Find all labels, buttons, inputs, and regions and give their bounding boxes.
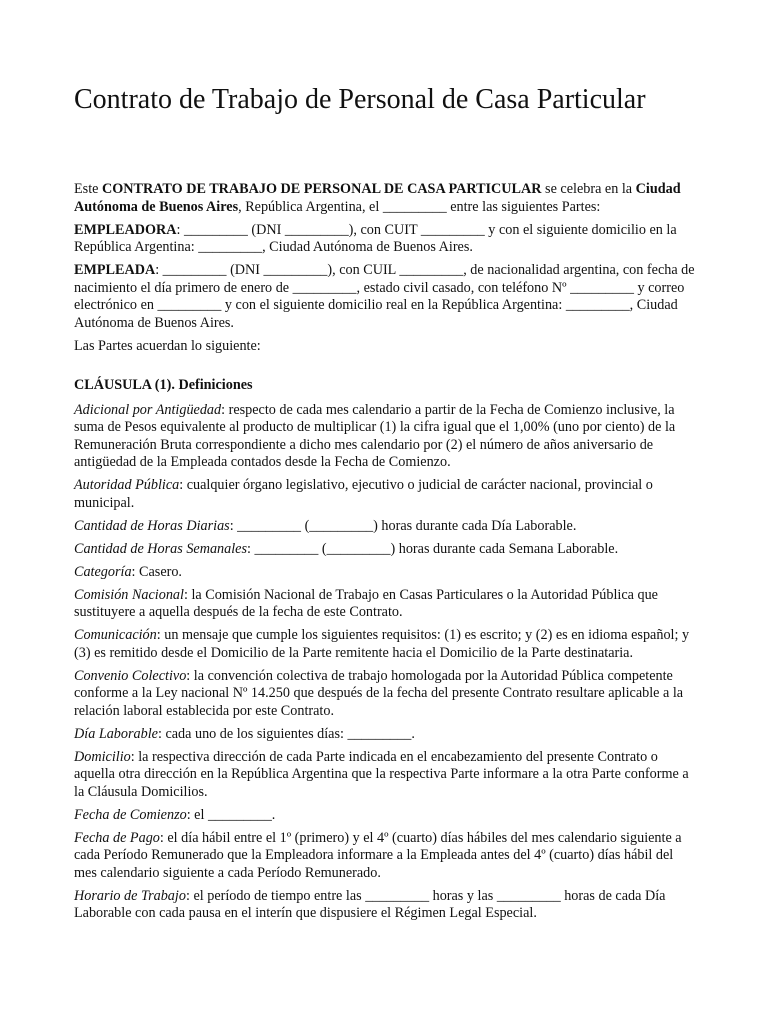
definition-item [74,564,696,582]
definition-term: Comunicación [74,627,157,643]
definition-item [74,749,696,802]
definition-term: Adicional por Antigüedad [74,401,222,418]
definition-term: Fecha de Pago [74,829,160,846]
definition-text: : _________ (_________) horas durante cada Semana Laborable. [247,540,619,557]
definition-term: Domicilio [74,748,131,765]
definition-item [74,807,696,825]
definition-text: : la respectiva dirección de cada Parte indicada en el encabezamiento del presente Contrato o aquella otra dirección en la República Argentina que la respectiva Parte informare a la otra Parte conforme a la Cláusula Domicilios. [74,748,689,800]
definition-item [74,518,696,536]
definition-item [74,888,696,923]
definition-item [74,668,696,721]
definition-text: : respecto de cada mes calendario a partir de la Fecha de Comienzo inclusive, la suma de Pesos equivalente al producto de multiplicar (1) la cifra igual que el 1,00% (uno por ciento) de la Remuneración Bruta correspondiente a dicho mes calendario por (2) el número de años aniversario de antigüedad de la Empleada contados desde la Fecha de Comienzo. [74,401,676,470]
definitions-list [74,402,696,923]
empleada-label: EMPLEADA [74,262,156,278]
intro-text-2: se celebra en la [541,181,636,197]
definition-item [74,726,696,744]
definition-term: Cantidad de Horas Diarias [74,517,230,534]
definition-term: Convenio Colectivo [74,667,187,684]
contract-name: CONTRATO DE TRABAJO DE PERSONAL DE CASA PARTICULAR [101,181,542,197]
definition-text: : el período de tiempo entre las _________ horas y las _________ horas de cada Día Laborable con cada pausa en el interín que dispusiere el Régimen Legal Especial. [74,887,666,921]
definition-item [74,830,696,883]
definition-item [74,402,696,472]
definition-text: : cada uno de los siguientes días: _________. [157,725,415,742]
definition-term: Comisión Nacional [74,586,184,603]
definition-item [74,541,696,559]
agreement-paragraph: Las Partes acuerdan lo siguiente: [74,337,261,354]
definition-text: : el _________. [186,806,276,823]
definition-text: : cualquier órgano legislativo, ejecutivo o judicial de carácter nacional, provincial o municipal. [74,477,653,511]
definition-text: : el día hábil entre el 1º (primero) y el 4º (cuarto) días hábiles del mes calendario siguiente a cada Período Remunerado que la Empleadora informare a la Empleada antes del 4º (cuarto) días hábil del mes calendario siguiente a cada Período Remunerado. [74,829,682,881]
definition-item [74,477,696,512]
definition-text: : la Comisión Nacional de Trabajo en Casas Particulares o la Autoridad Pública que sustituyere a aquella después de la fecha de este Contrato. [74,586,658,620]
document-body [74,181,696,928]
empleadora-label: EMPLEADORA [74,221,177,238]
definition-term: Fecha de Comienzo [74,806,187,823]
definition-term: Horario de Trabajo [74,887,186,904]
definition-item [74,627,696,662]
document-title: Contrato de Trabajo de Personal de Casa Particular [74,84,646,115]
definition-text: : la convención colectiva de trabajo homologada por la Autoridad Pública competente conforme a la Ley nacional Nº 14.250 que después de la fecha del presente Contrato resultare aplicable a la relación laboral establecida por este Contrato. [74,667,684,719]
empleadora-paragraph [74,222,696,257]
definition-text: : un mensaje que cumple los siguientes requisitos: (1) es escrito; y (2) es en idioma español; y (3) es remitido desde el Domicilio de la Parte remitente hacia el Domicilio de la Parte destinataria. [74,627,690,661]
empleada-paragraph [74,262,696,332]
definition-text: : _________ (_________) horas durante cada Día Laborable. [229,517,577,534]
definition-term: Autoridad Pública [74,477,180,493]
definition-item [74,587,696,622]
empleada-text: : _________ (DNI _________), con CUIL _________, de nacionalidad argentina, con fecha de nacimiento el día primero de enero de _________, estado civil casado, con teléfono Nº _________ y correo electrónico en _________ y con el siguiente domicilio real en la República Argentina: _________, Ciudad Autónoma de Buenos Aires. [74,262,695,331]
empleadora-text: : _________ (DNI _________), con CUIT _________ y con el siguiente domicilio en la República Argentina: _________, Ciudad Autónoma de Buenos Aires. [74,221,677,255]
intro-paragraph [74,181,696,216]
city-name: Ciudad Autónoma de Buenos Aires [74,181,681,215]
definition-term: Día Laborable [74,725,158,742]
intro-text-3: , República Argentina, el _________ entre las siguientes Partes: [238,198,601,215]
definition-term: Cantidad de Horas Semanales [74,540,248,557]
intro-text-1: Este [74,181,102,197]
clause-heading: CLÁUSULA (1). Definiciones [74,377,253,393]
definition-term: Categoría [74,563,132,580]
definition-text: : Casero. [131,563,182,580]
